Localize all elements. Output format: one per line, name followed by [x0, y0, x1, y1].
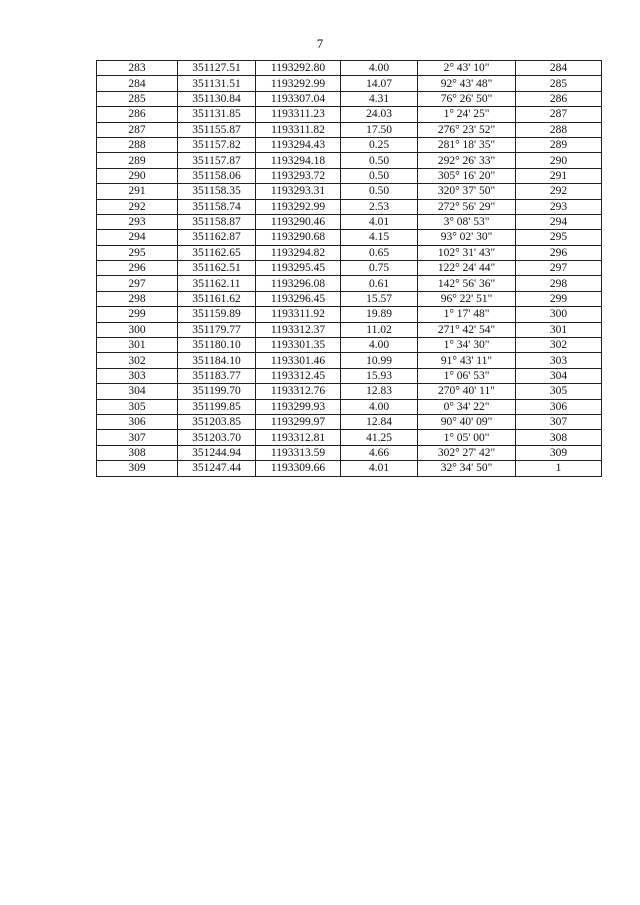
- table-row: [97, 322, 602, 337]
- x-coordinate-cell: 351203.85: [178, 414, 256, 429]
- point-to-cell: 306: [516, 399, 602, 414]
- y-coordinate-cell: 1193296.08: [256, 276, 341, 291]
- bearing-cell: 305° 16' 20": [418, 168, 516, 183]
- y-coordinate-cell: 1193301.35: [256, 338, 341, 353]
- point-from-cell: 300: [97, 322, 178, 337]
- x-coordinate-cell: 351158.35: [178, 184, 256, 199]
- table-row: [97, 461, 602, 476]
- distance-cell: 0.50: [341, 184, 418, 199]
- point-from-cell: 289: [97, 153, 178, 168]
- x-coordinate-cell: 351199.85: [178, 399, 256, 414]
- x-coordinate-cell: 351162.11: [178, 276, 256, 291]
- distance-cell: 4.66: [341, 445, 418, 460]
- y-coordinate-cell: 1193299.93: [256, 399, 341, 414]
- table-row: [97, 153, 602, 168]
- bearing-cell: 1° 05' 00": [418, 430, 516, 445]
- point-from-cell: 309: [97, 461, 178, 476]
- bearing-cell: 2° 43' 10": [418, 61, 516, 76]
- y-coordinate-cell: 1193294.82: [256, 245, 341, 260]
- table-row: [97, 199, 602, 214]
- y-coordinate-cell: 1193294.18: [256, 153, 341, 168]
- distance-cell: 4.00: [341, 61, 418, 76]
- table-row: [97, 414, 602, 429]
- x-coordinate-cell: 351162.51: [178, 261, 256, 276]
- distance-cell: 41.25: [341, 430, 418, 445]
- table-row: [97, 214, 602, 229]
- bearing-cell: 102° 31' 43": [418, 245, 516, 260]
- table-row: [97, 168, 602, 183]
- table-body: [97, 61, 602, 477]
- point-from-cell: 302: [97, 353, 178, 368]
- point-to-cell: 288: [516, 122, 602, 137]
- bearing-cell: 320° 37' 50": [418, 184, 516, 199]
- point-to-cell: 292: [516, 184, 602, 199]
- point-to-cell: 305: [516, 384, 602, 399]
- point-to-cell: 296: [516, 245, 602, 260]
- point-to-cell: 284: [516, 61, 602, 76]
- table-row: [97, 430, 602, 445]
- point-to-cell: 289: [516, 137, 602, 152]
- table-row: [97, 122, 602, 137]
- point-from-cell: 303: [97, 368, 178, 383]
- point-from-cell: 286: [97, 107, 178, 122]
- point-to-cell: 301: [516, 322, 602, 337]
- x-coordinate-cell: 351199.70: [178, 384, 256, 399]
- point-from-cell: 287: [97, 122, 178, 137]
- distance-cell: 11.02: [341, 322, 418, 337]
- point-from-cell: 305: [97, 399, 178, 414]
- point-to-cell: 293: [516, 199, 602, 214]
- point-to-cell: 307: [516, 414, 602, 429]
- table-row: [97, 368, 602, 383]
- point-from-cell: 284: [97, 76, 178, 91]
- point-to-cell: 291: [516, 168, 602, 183]
- distance-cell: 4.00: [341, 338, 418, 353]
- point-from-cell: 291: [97, 184, 178, 199]
- x-coordinate-cell: 351161.62: [178, 291, 256, 306]
- point-from-cell: 308: [97, 445, 178, 460]
- table-row: [97, 230, 602, 245]
- y-coordinate-cell: 1193293.31: [256, 184, 341, 199]
- distance-cell: 0.50: [341, 168, 418, 183]
- y-coordinate-cell: 1193312.45: [256, 368, 341, 383]
- y-coordinate-cell: 1193307.04: [256, 91, 341, 106]
- y-coordinate-cell: 1193290.46: [256, 214, 341, 229]
- coordinates-table: [96, 60, 602, 477]
- distance-cell: 0.75: [341, 261, 418, 276]
- distance-cell: 12.84: [341, 414, 418, 429]
- point-to-cell: 1: [516, 461, 602, 476]
- point-from-cell: 298: [97, 291, 178, 306]
- point-to-cell: 298: [516, 276, 602, 291]
- distance-cell: 0.50: [341, 153, 418, 168]
- y-coordinate-cell: 1193312.81: [256, 430, 341, 445]
- x-coordinate-cell: 351130.84: [178, 91, 256, 106]
- table-row: [97, 107, 602, 122]
- distance-cell: 4.00: [341, 399, 418, 414]
- table-row: [97, 61, 602, 76]
- y-coordinate-cell: 1193292.99: [256, 199, 341, 214]
- bearing-cell: 272° 56' 29": [418, 199, 516, 214]
- x-coordinate-cell: 351247.44: [178, 461, 256, 476]
- point-from-cell: 299: [97, 307, 178, 322]
- table-row: [97, 137, 602, 152]
- table-row: [97, 353, 602, 368]
- point-from-cell: 304: [97, 384, 178, 399]
- distance-cell: 4.15: [341, 230, 418, 245]
- x-coordinate-cell: 351183.77: [178, 368, 256, 383]
- y-coordinate-cell: 1193292.99: [256, 76, 341, 91]
- x-coordinate-cell: 351159.89: [178, 307, 256, 322]
- bearing-cell: 3° 08' 53": [418, 214, 516, 229]
- table-row: [97, 338, 602, 353]
- point-from-cell: 307: [97, 430, 178, 445]
- point-to-cell: 308: [516, 430, 602, 445]
- x-coordinate-cell: 351155.87: [178, 122, 256, 137]
- point-from-cell: 283: [97, 61, 178, 76]
- page-number: 7: [316, 36, 324, 51]
- x-coordinate-cell: 351162.87: [178, 230, 256, 245]
- table-row: [97, 184, 602, 199]
- table-row: [97, 261, 602, 276]
- point-to-cell: 299: [516, 291, 602, 306]
- point-from-cell: 288: [97, 137, 178, 152]
- table-row: [97, 276, 602, 291]
- bearing-cell: 32° 34' 50": [418, 461, 516, 476]
- x-coordinate-cell: 351162.65: [178, 245, 256, 260]
- distance-cell: 17.50: [341, 122, 418, 137]
- y-coordinate-cell: 1193312.37: [256, 322, 341, 337]
- x-coordinate-cell: 351180.10: [178, 338, 256, 353]
- table-row: [97, 384, 602, 399]
- distance-cell: 0.61: [341, 276, 418, 291]
- bearing-cell: 142° 56' 36": [418, 276, 516, 291]
- point-to-cell: 286: [516, 91, 602, 106]
- distance-cell: 4.31: [341, 91, 418, 106]
- table-row: [97, 245, 602, 260]
- point-to-cell: 287: [516, 107, 602, 122]
- bearing-cell: 90° 40' 09": [418, 414, 516, 429]
- point-to-cell: 295: [516, 230, 602, 245]
- bearing-cell: 122° 24' 44": [418, 261, 516, 276]
- distance-cell: 24.03: [341, 107, 418, 122]
- point-to-cell: 304: [516, 368, 602, 383]
- y-coordinate-cell: 1193290.68: [256, 230, 341, 245]
- point-from-cell: 292: [97, 199, 178, 214]
- x-coordinate-cell: 351158.06: [178, 168, 256, 183]
- y-coordinate-cell: 1193294.43: [256, 137, 341, 152]
- point-to-cell: 285: [516, 76, 602, 91]
- bearing-cell: 302° 27' 42": [418, 445, 516, 460]
- x-coordinate-cell: 351157.87: [178, 153, 256, 168]
- x-coordinate-cell: 351158.74: [178, 199, 256, 214]
- y-coordinate-cell: 1193293.72: [256, 168, 341, 183]
- point-from-cell: 285: [97, 91, 178, 106]
- y-coordinate-cell: 1193295.45: [256, 261, 341, 276]
- y-coordinate-cell: 1193301.46: [256, 353, 341, 368]
- bearing-cell: 270° 40' 11": [418, 384, 516, 399]
- bearing-cell: 276° 23' 52": [418, 122, 516, 137]
- point-to-cell: 297: [516, 261, 602, 276]
- y-coordinate-cell: 1193311.23: [256, 107, 341, 122]
- x-coordinate-cell: 351203.70: [178, 430, 256, 445]
- y-coordinate-cell: 1193311.92: [256, 307, 341, 322]
- point-from-cell: 295: [97, 245, 178, 260]
- distance-cell: 12.83: [341, 384, 418, 399]
- point-to-cell: 300: [516, 307, 602, 322]
- distance-cell: 2.53: [341, 199, 418, 214]
- bearing-cell: 1° 34' 30": [418, 338, 516, 353]
- point-from-cell: 297: [97, 276, 178, 291]
- bearing-cell: 271° 42' 54": [418, 322, 516, 337]
- table-row: [97, 291, 602, 306]
- point-to-cell: 302: [516, 338, 602, 353]
- point-from-cell: 306: [97, 414, 178, 429]
- point-from-cell: 293: [97, 214, 178, 229]
- x-coordinate-cell: 351157.82: [178, 137, 256, 152]
- y-coordinate-cell: 1193309.66: [256, 461, 341, 476]
- x-coordinate-cell: 351179.77: [178, 322, 256, 337]
- distance-cell: 10.99: [341, 353, 418, 368]
- bearing-cell: 0° 34' 22": [418, 399, 516, 414]
- bearing-cell: 76° 26' 50": [418, 91, 516, 106]
- x-coordinate-cell: 351131.51: [178, 76, 256, 91]
- point-from-cell: 294: [97, 230, 178, 245]
- distance-cell: 15.93: [341, 368, 418, 383]
- bearing-cell: 1° 17' 48": [418, 307, 516, 322]
- point-from-cell: 296: [97, 261, 178, 276]
- distance-cell: 4.01: [341, 214, 418, 229]
- x-coordinate-cell: 351184.10: [178, 353, 256, 368]
- bearing-cell: 1° 24' 25": [418, 107, 516, 122]
- point-to-cell: 309: [516, 445, 602, 460]
- x-coordinate-cell: 351131.85: [178, 107, 256, 122]
- distance-cell: 14.07: [341, 76, 418, 91]
- table-row: [97, 399, 602, 414]
- distance-cell: 19.89: [341, 307, 418, 322]
- bearing-cell: 96° 22' 51": [418, 291, 516, 306]
- y-coordinate-cell: 1193296.45: [256, 291, 341, 306]
- table-row: [97, 307, 602, 322]
- table-row: [97, 91, 602, 106]
- point-from-cell: 301: [97, 338, 178, 353]
- bearing-cell: 281° 18' 35": [418, 137, 516, 152]
- y-coordinate-cell: 1193313.59: [256, 445, 341, 460]
- distance-cell: 4.01: [341, 461, 418, 476]
- y-coordinate-cell: 1193292.80: [256, 61, 341, 76]
- bearing-cell: 92° 43' 48": [418, 76, 516, 91]
- point-to-cell: 294: [516, 214, 602, 229]
- bearing-cell: 1° 06' 53": [418, 368, 516, 383]
- table-row: [97, 76, 602, 91]
- point-to-cell: 303: [516, 353, 602, 368]
- point-from-cell: 290: [97, 168, 178, 183]
- table-row: [97, 445, 602, 460]
- point-to-cell: 290: [516, 153, 602, 168]
- y-coordinate-cell: 1193312.76: [256, 384, 341, 399]
- distance-cell: 0.25: [341, 137, 418, 152]
- y-coordinate-cell: 1193311.82: [256, 122, 341, 137]
- distance-cell: 15.57: [341, 291, 418, 306]
- x-coordinate-cell: 351127.51: [178, 61, 256, 76]
- bearing-cell: 93° 02' 30": [418, 230, 516, 245]
- bearing-cell: 292° 26' 33": [418, 153, 516, 168]
- y-coordinate-cell: 1193299.97: [256, 414, 341, 429]
- x-coordinate-cell: 351158.87: [178, 214, 256, 229]
- x-coordinate-cell: 351244.94: [178, 445, 256, 460]
- distance-cell: 0.65: [341, 245, 418, 260]
- bearing-cell: 91° 43' 11": [418, 353, 516, 368]
